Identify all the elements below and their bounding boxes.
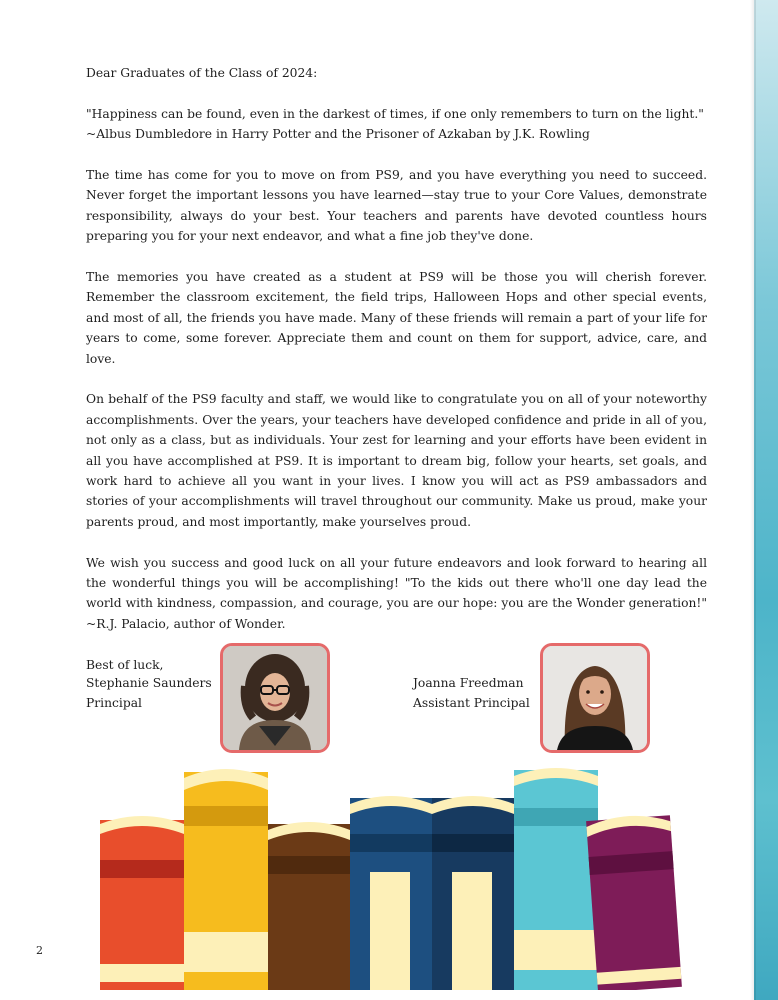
letter-body xyxy=(86,63,707,675)
quote-attribution: ~Albus Dumbledore in Harry Potter and the Prisoner of Azkaban by J.K. Rowling xyxy=(86,127,590,142)
opening-quote xyxy=(86,104,707,145)
signature-principal xyxy=(86,673,212,714)
portrait-illustration xyxy=(543,646,647,750)
signer-title: Assistant Principal xyxy=(413,696,530,711)
signature-assistant-principal xyxy=(413,673,530,714)
page-fold-shadow xyxy=(750,0,756,1000)
quote-text: "Happiness can be found, even in the darkest of times, if one only remembers to turn on the light." xyxy=(86,106,704,121)
paragraph-3: On behalf of the PS9 faculty and staff, we would like to congratulate you on all of your noteworthy accomplishments. Over the years, your teachers have developed confidence and pride in all of you, not only as a class, but as individuals. Your zest for learning and your efforts have been evident in all you have accomplished at PS9. It is important to dream big, follow your hearts, set goals, and work hard to achieve all you want in your lives. I know you will act as PS9 ambassadors and stories of your accomplishments will travel throughout our community. Make us proud, make your parents proud, and most importantly, make yourselves proud. xyxy=(86,392,707,529)
book-brown xyxy=(268,822,350,990)
book-yellow xyxy=(184,769,268,990)
book-dark-navy xyxy=(432,796,514,990)
signer-name: Joanna Freedman xyxy=(413,676,524,690)
adjacent-page-edge xyxy=(754,0,778,1000)
book-purple xyxy=(586,813,682,990)
paragraph-4: We wish you success and good luck on all your future endeavors and look forward to hearing all the wonderful things you will be accomplishing! "To the kids out there who'll one day lead the world with kindness, compassion, and courage, you are our hope: you are the Wonder generation!" ~R.J. Palacio, author of Wonder. xyxy=(86,555,707,631)
salutation: Dear Graduates of the Class of 2024: xyxy=(86,66,318,80)
book-teal xyxy=(514,768,598,990)
books-illustration xyxy=(96,764,716,990)
book-navy xyxy=(350,796,432,990)
book-orange xyxy=(100,816,184,990)
signer-title: Principal xyxy=(86,696,142,711)
signer-name: Stephanie Saunders xyxy=(86,676,212,690)
principal-photo xyxy=(220,643,330,753)
assistant-principal-photo xyxy=(540,643,650,753)
paragraph-2: The memories you have created as a student at PS9 will be those you will cherish forever. Remember the classroom excitement, the field trips, Halloween Hops and other special events, and most of all, the friends you have made. Many of these friends will remain a part of your life for years to come, some forever. Appreciate them and count on them for support, advice, care, and love. xyxy=(86,270,707,366)
paragraph-1: The time has come for you to move on from PS9, and you have everything you need to succeed. Never forget the important lessons you have learned—stay true to your Core Values, demonstrate responsibility, always do your best. Your teachers and parents have devoted countless hours preparing you for your next endeavor, and what a fine job they've done. xyxy=(86,168,707,244)
closing: Best of luck, xyxy=(86,657,164,672)
portrait-illustration xyxy=(223,646,327,750)
page-number: 2 xyxy=(36,944,43,957)
